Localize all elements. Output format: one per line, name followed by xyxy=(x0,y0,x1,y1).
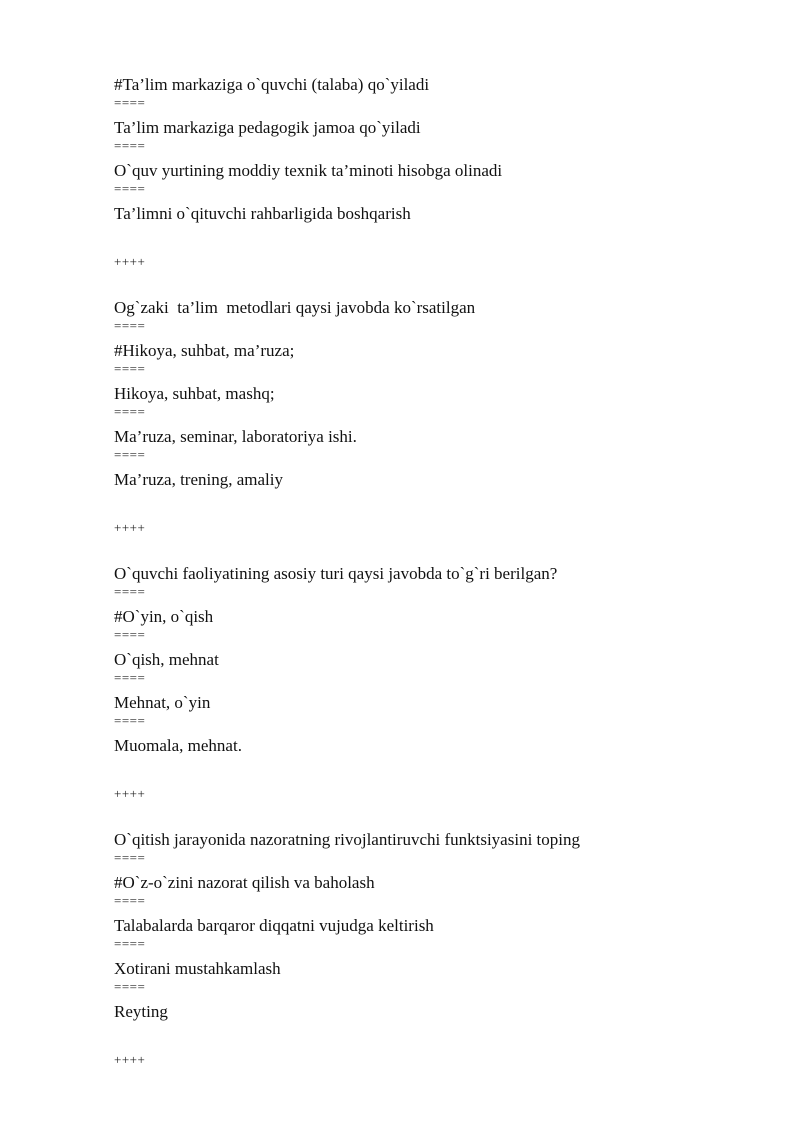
question-block xyxy=(114,563,754,800)
block-end-marker: ++++ xyxy=(114,254,146,269)
answer-option: Reyting xyxy=(114,1002,168,1021)
block-end-marker: ++++ xyxy=(114,786,146,801)
answer-option-correct: #Hikoya, suhbat, ma’ruza; xyxy=(114,341,295,360)
separator: ==== xyxy=(114,361,146,376)
separator: ==== xyxy=(114,713,146,728)
answer-option: O`qish, mehnat xyxy=(114,650,219,669)
question-text: O`quvchi faoliyatining asosiy turi qaysi javobda to`g`ri berilgan? xyxy=(114,564,558,583)
separator: ==== xyxy=(114,584,146,599)
separator: ==== xyxy=(114,138,146,153)
question-block xyxy=(114,74,754,268)
answer-option: Mehnat, o`yin xyxy=(114,693,211,712)
answer-option: Talabalarda barqaror diqqatni vujudga keltirish xyxy=(114,916,434,935)
separator: ==== xyxy=(114,979,146,994)
answer-option: O`quv yurtining moddiy texnik ta’minoti hisobga olinadi xyxy=(114,161,503,180)
answer-option: Ta’lim markaziga pedagogik jamoa qo`yiladi xyxy=(114,118,421,137)
separator: ==== xyxy=(114,447,146,462)
separator: ==== xyxy=(114,318,146,333)
answer-option: Ma’ruza, seminar, laboratoriya ishi. xyxy=(114,427,357,446)
separator: ==== xyxy=(114,850,146,865)
question-text: O`qitish jarayonida nazoratning rivojlantiruvchi funktsiyasini toping xyxy=(114,830,580,849)
question-text: Og`zaki ta’lim metodlari qaysi javobda ko`rsatilgan xyxy=(114,298,476,317)
answer-option: Ma’ruza, trening, amaliy xyxy=(114,470,283,489)
separator: ==== xyxy=(114,181,146,196)
question-block xyxy=(114,297,754,534)
answer-option: Ta’limni o`qituvchi rahbarligida boshqarish xyxy=(114,204,411,223)
separator: ==== xyxy=(114,627,146,642)
separator: ==== xyxy=(114,404,146,419)
answer-option: Muomala, mehnat. xyxy=(114,736,242,755)
block-end-marker: ++++ xyxy=(114,520,146,535)
question-block xyxy=(114,829,754,1066)
separator: ==== xyxy=(114,95,146,110)
answer-option: Hikoya, suhbat, mashq; xyxy=(114,384,275,403)
separator: ==== xyxy=(114,670,146,685)
answer-option-correct: #O`yin, o`qish xyxy=(114,607,214,626)
answer-option-correct: #O`z-o`zini nazorat qilish va baholash xyxy=(114,873,375,892)
block-end-marker: ++++ xyxy=(114,1052,146,1067)
separator: ==== xyxy=(114,893,146,908)
answer-option: Xotirani mustahkamlash xyxy=(114,959,281,978)
separator: ==== xyxy=(114,936,146,951)
answer-option-correct: #Ta’lim markaziga o`quvchi (talaba) qo`yiladi xyxy=(114,75,430,94)
test-question-list xyxy=(114,74,754,1095)
